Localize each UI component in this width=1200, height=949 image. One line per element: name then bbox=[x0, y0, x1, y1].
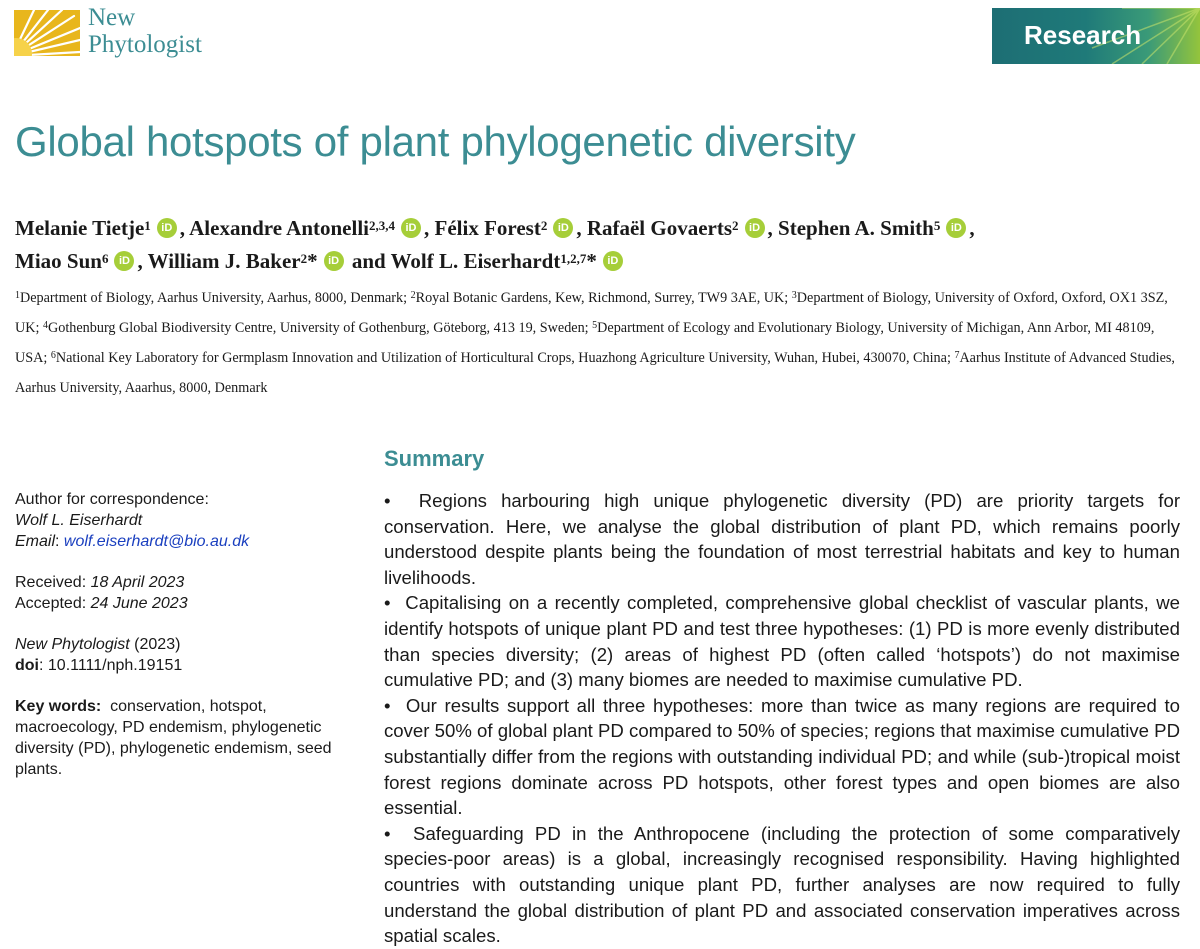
orcid-icon[interactable]: iD bbox=[114, 251, 134, 271]
author[interactable]: Stephen A. Smith$^5$ iD bbox=[778, 216, 969, 240]
orcid-icon[interactable]: iD bbox=[401, 218, 421, 238]
author[interactable]: Wolf L. Eiserhardt$^{1,2,7}$* iD bbox=[391, 249, 626, 273]
doi-value[interactable]: : 10.1111/nph.19151 bbox=[39, 657, 183, 674]
affiliations: $^1$Department of Biology, Aarhus University, Aarhus, 8000, Denmark; $^2$Royal Botanic Gardens, Kew, Richmond, Surrey, TW9 3AE, UK; $^3$Department of Biology, University of Oxford, Oxford, OX1 3SZ, UK; $^4$Gothenburg Global Biodiversity Centre, University of Gothenburg, Göteborg, 413 19, Sweden; $^5$Department of Ecology and Evolutionary Biology, University of Michigan, Ann Arbor, MI 48109, USA; $^6$National Key Laboratory for Germplasm Innovation and Utilization of Horticultural Crops, Huazhong Agriculture University, Wuhan, Hubei, 430070, China; $^7$Aarhus Institute of Advanced Studies, Aarhus University, Aaarhus, 8000, Denmark bbox=[15, 290, 1175, 396]
correspondence-name: Wolf L. Eiserhardt bbox=[15, 512, 143, 529]
orcid-icon[interactable]: iD bbox=[603, 251, 623, 271]
accepted-label: Accepted: bbox=[15, 595, 91, 612]
email-label: Email bbox=[15, 533, 56, 550]
article-title: Global hotspots of plant phylogenetic diversity bbox=[15, 118, 856, 165]
received-label: Received: bbox=[15, 574, 91, 591]
accepted-date: 24 June 2023 bbox=[90, 595, 188, 612]
dates-block bbox=[15, 572, 360, 614]
orcid-icon[interactable]: iD bbox=[157, 218, 177, 238]
section-label: Research bbox=[1024, 20, 1142, 50]
keywords-label: Key words: bbox=[15, 698, 102, 715]
summary-bullet: • Our results support all three hypotheses: more than twice as many regions are required to cover 50% of global plant PD compared to 50% of species; regions that maximise cumulative PD substantially differ from the regions with outstanding individual PD; and while (sub-)tropical moist forest regions dominate across PD hotspots, other forest types and open biomes are also essential. bbox=[384, 694, 1180, 819]
citation-journal: New Phytologist bbox=[15, 636, 130, 653]
author[interactable]: Félix Forest$^2$ iD bbox=[435, 216, 577, 240]
citation-block bbox=[15, 634, 360, 676]
author[interactable]: Alexandre Antonelli$^{2,3,4}$ iD bbox=[189, 216, 424, 240]
correspondence-label: Author for correspondence: bbox=[15, 491, 209, 508]
summary-bullet: • Regions harbouring high unique phylogenetic diversity (PD) are priority targets for conservation. Here, we analyse the global distribution of plant PD, which remains poorly understood despite plants being the foundation of most terrestrial habitats and key to human livelihoods. bbox=[384, 490, 1181, 588]
journal-name bbox=[88, 4, 202, 58]
orcid-icon[interactable]: iD bbox=[553, 218, 573, 238]
summary-body bbox=[384, 488, 1180, 949]
journal-name-line1: New bbox=[88, 4, 136, 31]
section-banner bbox=[992, 8, 1200, 64]
author[interactable]: Miao Sun$^6$ iD bbox=[15, 249, 137, 273]
received-date: 18 April 2023 bbox=[90, 574, 185, 591]
summary-heading: Summary bbox=[384, 446, 485, 471]
orcid-icon[interactable]: iD bbox=[324, 251, 344, 271]
summary-bullet: • Safeguarding PD in the Anthropocene (including the protection of some comparatively species-poor areas) is a global, increasingly recognised responsibility. Having highlighted countries with outstanding unique plant PD, further analyses are now required to fully understand the global distribution of plant PD and associated conservation imperatives across spatial scales. bbox=[384, 822, 1180, 947]
summary-bullet: • Capitalising on a recently completed, comprehensive global checklist of vascular plants, we identify hotspots of unique plant PD and test three hypotheses: (1) PD is more evenly distributed than species diversity; (2) areas of highest PD (often called ‘hotspots’) do not maximise cumulative PD; and (3) many biomes are needed to maximise cumulative PD. bbox=[384, 592, 1180, 691]
sunburst-logo-icon bbox=[14, 10, 80, 56]
author-list: Melanie Tietje$^1$ iD , Alexandre Antonelli$^{2,3,4}$ iD , Félix Forest$^2$ iD , Rafaël Govaerts$^2$ iD , Stephen A. Smith$^5$ iD , Miao Sun$^6$ iD , William J. Baker$^2$* iD and Wolf L. Eiserhardt$^{1,2,7}$* iD bbox=[15, 216, 975, 273]
author[interactable]: William J. Baker$^2$* iD bbox=[148, 249, 347, 273]
journal-name-line2: Phytologist bbox=[88, 31, 202, 58]
author[interactable]: Melanie Tietje$^1$ iD bbox=[15, 216, 180, 240]
citation-year: (2023) bbox=[129, 636, 181, 653]
email-link[interactable]: wolf.eiserhardt@bio.au.dk bbox=[63, 533, 250, 550]
author[interactable]: Rafaël Govaerts$^2$ iD bbox=[587, 216, 768, 240]
doi-label: doi bbox=[15, 657, 39, 674]
article-sidebar bbox=[15, 489, 360, 800]
orcid-icon[interactable]: iD bbox=[946, 218, 966, 238]
keywords-block bbox=[15, 696, 360, 780]
keywords: conservation, hotspot, macroecology, PD endemism, phylogenetic diversity (PD), phylogenetic endemism, seed plants. bbox=[15, 698, 332, 778]
correspondence-block: Author for correspondence: Wolf L. Eiserhardt Email: wolf.eiserhardt@bio.au.dk bbox=[15, 489, 360, 552]
journal-logo bbox=[14, 10, 80, 56]
orcid-icon[interactable]: iD bbox=[745, 218, 765, 238]
